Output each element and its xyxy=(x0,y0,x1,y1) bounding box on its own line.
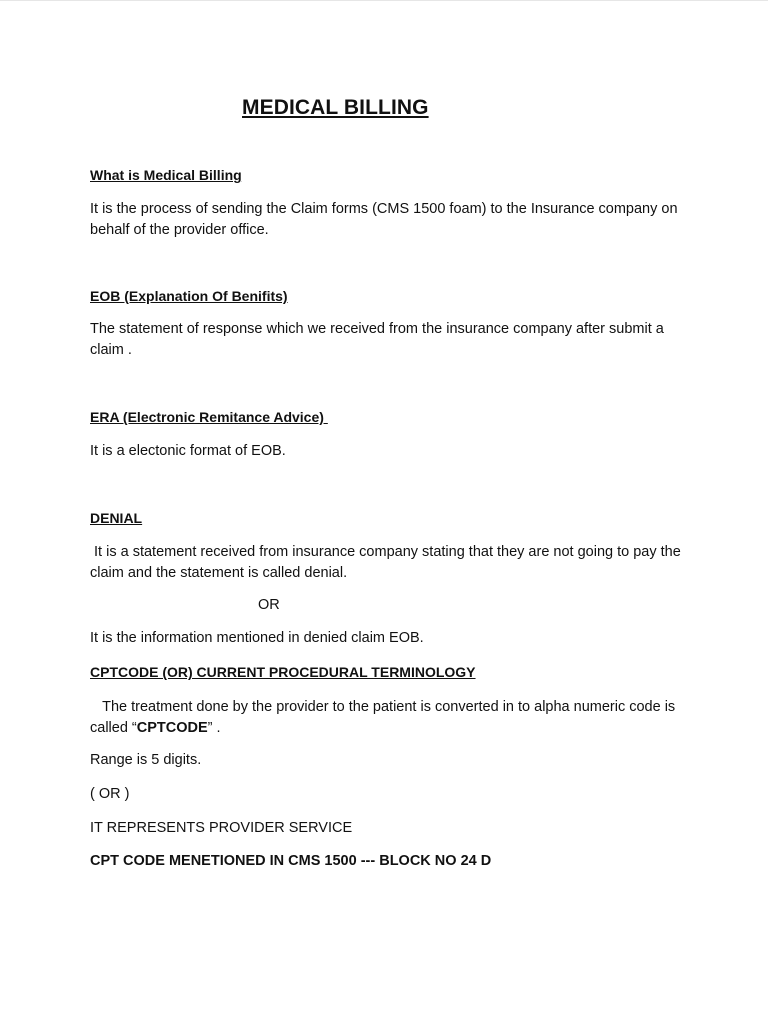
document-title: MEDICAL BILLING xyxy=(242,96,429,119)
cptcode-text-before: The treatment done by the provider to the patient is converted in to alpha numeric code is called “ xyxy=(90,699,680,736)
section-text-denial: It is a statement received from insurance company stating that they are not going to pay the claim and the statement is called denial. xyxy=(90,544,685,581)
section-text-era: It is a electonic format of EOB. xyxy=(90,443,286,459)
section-heading-eob: EOB (Explanation Of Benifits) xyxy=(90,288,288,304)
cptcode-range: Range is 5 digits. xyxy=(90,752,202,768)
denial-or-separator: OR xyxy=(258,597,280,613)
section-heading-denial: DENIAL xyxy=(90,510,143,526)
cptcode-block-note: CPT CODE MENETIONED IN CMS 1500 --- BLOCK NO 24 D xyxy=(90,853,492,869)
section-heading-cptcode: CPTCODE (OR) CURRENT PROCEDURAL TERMINOLOGY xyxy=(90,664,476,680)
cptcode-represents: IT REPRESENTS PROVIDER SERVICE xyxy=(90,820,353,836)
cptcode-text-after: ” . xyxy=(207,719,221,736)
section-heading-era: ERA (Electronic Remitance Advice) xyxy=(90,409,328,425)
section-text-eob: The statement of response which we received from the insurance company after submit a claim . xyxy=(90,321,664,358)
section-text-denial-2: It is the information mentioned in denied claim EOB. xyxy=(90,630,424,646)
cptcode-term: CPTCODE xyxy=(136,719,208,736)
section-heading-medical-billing: What is Medical Billing xyxy=(90,167,242,183)
section-text-medical-billing: It is the process of sending the Claim forms (CMS 1500 foam) to the Insurance company on behalf of the provider office. xyxy=(90,201,678,238)
page-top-border xyxy=(0,0,768,1)
section-text-cptcode xyxy=(90,697,690,738)
cptcode-or-separator: ( OR ) xyxy=(90,786,130,802)
